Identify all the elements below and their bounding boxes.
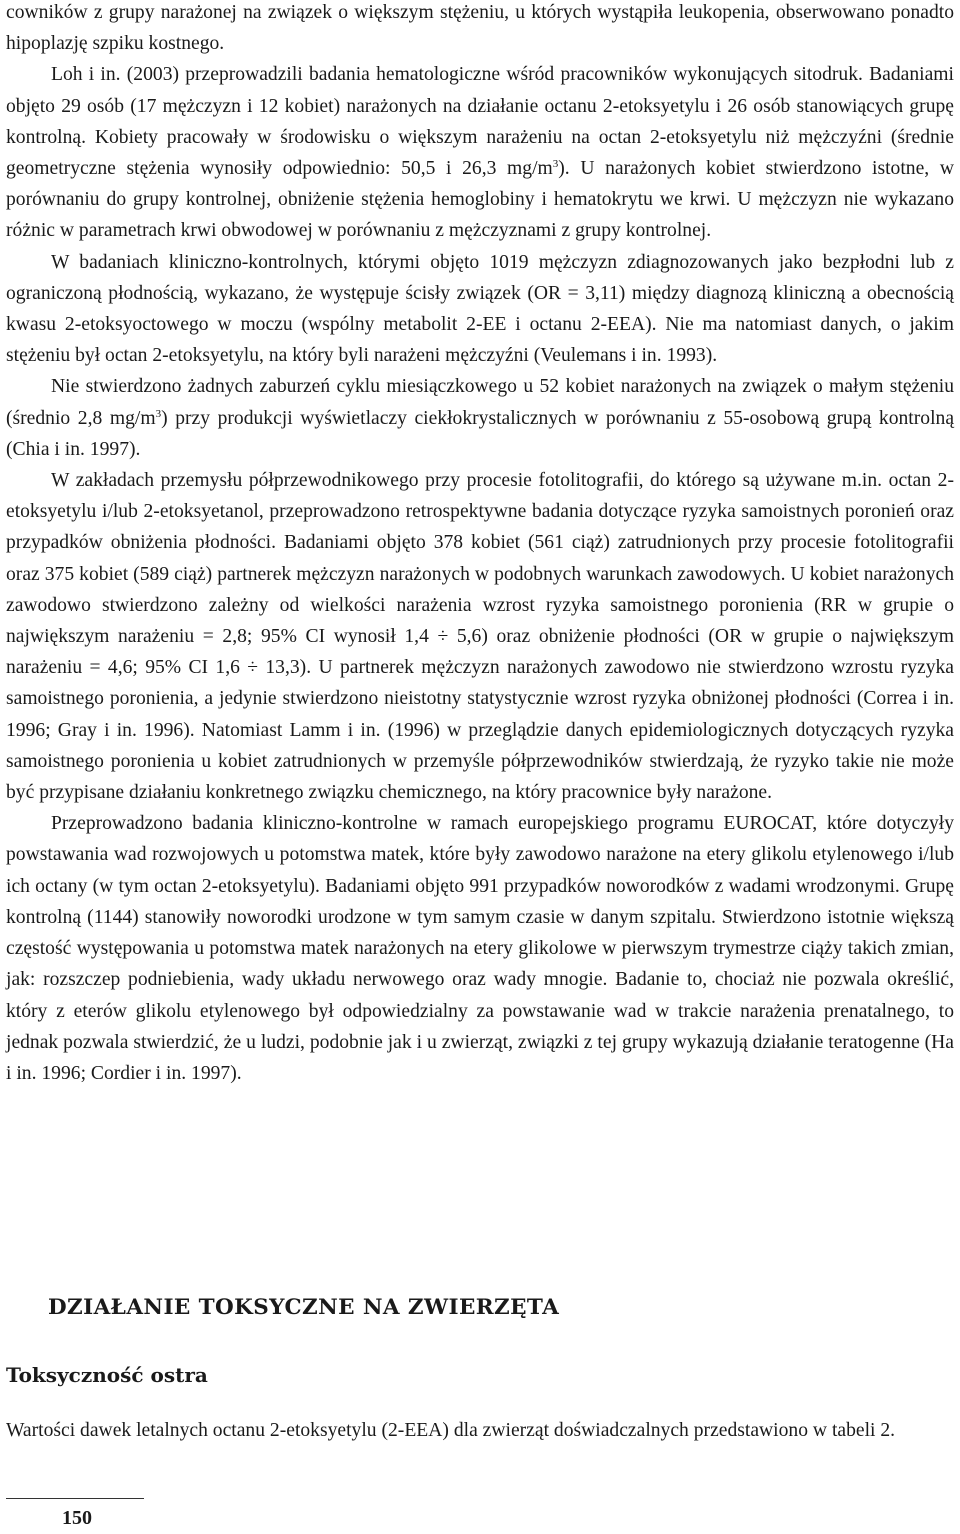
paragraph-loh-study xyxy=(6,59,954,246)
paragraph-menstrual-cycle xyxy=(6,371,954,465)
tail-block xyxy=(6,1415,954,1446)
paragraph-text: Wartości dawek letalnych octanu 2-etoksyetylu (2-EEA) dla zwierząt doświadczalnych przedstawiono w tabeli 2. xyxy=(6,1420,896,1441)
subsection-heading: Toksyczność ostra xyxy=(6,1363,208,1387)
superscript: 3 xyxy=(552,158,559,171)
section-heading: DZIAŁANIE TOKSYCZNE NA ZWIERZĘTA xyxy=(48,1295,560,1320)
paragraph-text: Nie stwierdzono żadnych zaburzeń cyklu miesiączkowego u 52 kobiet narażonych na związek o małym stężeniu (średnio 2,8 mg/m xyxy=(6,376,954,429)
page-number: 150 xyxy=(62,1507,92,1529)
paragraph-lethal-doses xyxy=(6,1415,954,1446)
superscript: 3 xyxy=(155,407,162,420)
paragraph-text: ) przy produkcji wyświetlaczy ciekłokrystalicznych w porównaniu z 55-osobową grupą kontrolną (Chia i in. 1997). xyxy=(6,407,955,460)
paragraph-eurocat xyxy=(6,808,954,1089)
paragraph-text: Przeprowadzono badania kliniczno-kontrolne w ramach europejskiego programu EUROCAT, które dotyczyły powstawania wad rozwojowych u potomstwa matek, które były zawodowo narażone na etery glikolu etylenowego i/lub ich octany (w tym octan 2-etoksyetylu). Badaniami objęto 991 przypadków noworodków z wadami wrodzonymi. Grupę kontrolną (1144) stanowiły noworodki urodzone w tym samym czasie w danym szpitalu. Stwierdzono istotnie większą częstość występowania u potomstwa matek narażonych na etery glikolowe w pierwszym trymestrze ciąży takich zmian, jak: rozszczep podniebienia, wady układu nerwowego oraz wady mnogie. Badanie to, chociaż nie pozwala określić, który z eterów glikolu etylenowego był odpowiedzialny za powstawanie wad w trakcie narażenia prenatalnego, to jednak pozwala stwierdzić, że u ludzi, podobnie jak i u zwierząt, związki z tej grupy wykazują działanie teratogenne (Ha i in. 1996; Cordier i in. 1997). xyxy=(6,813,954,1084)
paragraph-text: cowników z grupy narażonej na związek o większym stężeniu, u których wystąpiła leukopenia, obserwowano ponadto hipoplazję szpiku kostnego. xyxy=(6,2,954,55)
footer-divider xyxy=(6,1498,144,1499)
paragraph-text: Loh i in. (2003) przeprowadzili badania hematologiczne wśród pracowników wykonujących sitodruk. Badaniami objęto 29 osób (17 mężczyzn i 12 kobiet) narażonych na działanie octanu 2-etoksyetylu i 26 osób stanowiących grupę kontrolną. Kobiety pracowały w środowisku o większym narażeniu na octan 2-etoksyetylu niż mężczyźni (średnie geometryczne stężenia wynosiły odpowiednio: 50,5 i 26,3 mg/m xyxy=(6,64,954,180)
paragraph-continuation xyxy=(6,0,954,59)
paragraph-clinical-control xyxy=(6,247,954,372)
paragraph-text: ). U narażonych kobiet stwierdzono istotne, w porównaniu do grupy kontrolnej, obniżenie stężenia hemoglobiny i hematokrytu we krwi. U mężczyzn nie wykazano różnic w parametrach krwi obwodowej w porównaniu z mężczyznami z grupy kontrolnej. xyxy=(6,158,954,242)
paragraph-text: W badaniach kliniczno-kontrolnych, którymi objęto 1019 mężczyzn zdiagnozowanych jako bezpłodni lub z ograniczoną płodnością, wykazano, że występuje ścisły związek (OR = 3,11) między diagnozą kliniczną a obecnością kwasu 2-etoksyoctowego w moczu (wspólny metabolit 2-EE i octanu 2-EEA). Nie ma natomiast danych, o jakim stężeniu był octan 2-etoksyetylu, na który byli narażeni mężczyźni (Veulemans i in. 1993). xyxy=(6,251,954,367)
paragraph-semiconductor xyxy=(6,465,954,808)
paragraph-text: W zakładach przemysłu półprzewodnikowego przy procesie fotolitografii, do którego są używane m.in. octan 2-etoksyetylu i/lub 2-etoksyetanol, przeprowadzono retrospektywne badania dotyczące ryzyka samoistnych poronień oraz przypadków obniżenia płodności. Badaniami objęto 378 kobiet (561 ciąż) zatrudnionych przy procesie fotolitografii oraz 375 kobiet (589 ciąż) partnerek mężczyzn narażonych w podobnych warunkach zawodowych. U kobiet narażonych zawodowo stwierdzono zależny od wielkości narażenia wzrost ryzyka samoistnego poronienia (RR w grupie o największym narażeniu = 2,8; 95% CI wynosił 1,4 ÷ 5,6) oraz obniżenie płodności (OR w grupie o największym narażeniu = 4,6; 95% CI 1,6 ÷ 13,3). U partnerek mężczyzn narażonych zawodowo nie stwierdzono wzrostu ryzyka samoistnego poronienia, a jedynie stwierdzono nieistotny statystycznie wzrost ryzyka obniżonej płodności (Correa i in. 1996; Gray i in. 1996). Natomiast Lamm i in. (1996) w przeglądzie danych epidemiologicznych dotyczących ryzyka samoistnego poronienia u kobiet zatrudnionych w przemyśle półprzewodników stwierdzają, że ryzyko takie nie może być przypisane działaniu konkretnego związku chemicznego, na który pracownice były narażone. xyxy=(6,470,954,804)
